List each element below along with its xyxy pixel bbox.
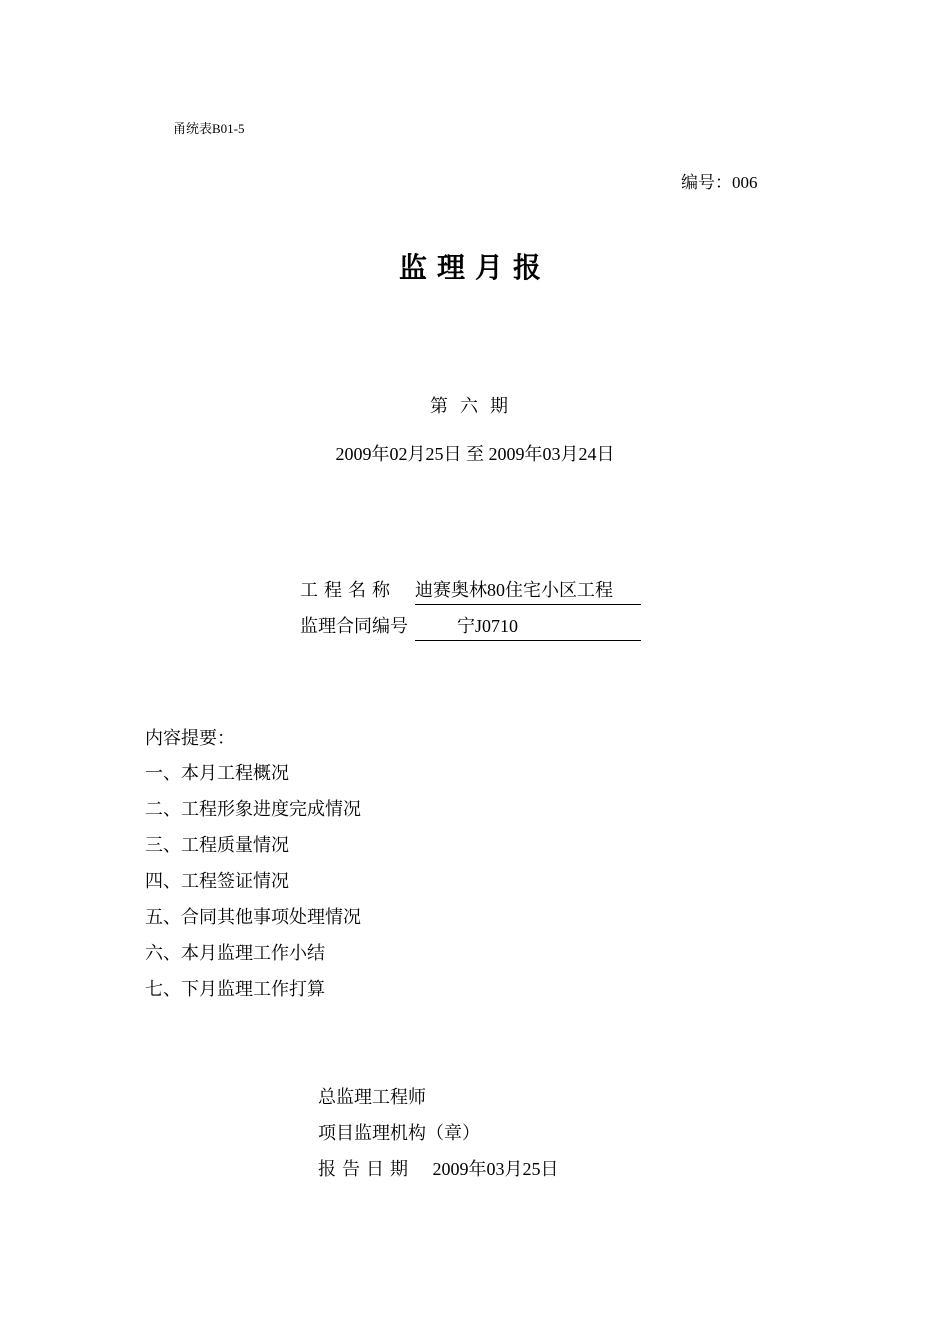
summary-item: 四、工程签证情况 <box>145 871 289 891</box>
contract-number-text: 宁J0710 <box>457 616 519 636</box>
project-name-label: 工程名称 <box>300 580 396 600</box>
report-date-row <box>318 1156 559 1192</box>
contract-number-value <box>415 612 641 641</box>
contract-number-row <box>300 612 519 638</box>
summary-item: 六、本月监理工作小结 <box>145 943 325 963</box>
report-period: 2009年02月25日 至 2009年03月24日 <box>335 444 615 464</box>
summary-item: 二、工程形象进度完成情况 <box>145 799 361 819</box>
organization-seal-label: 项目监理机构（章） <box>318 1123 480 1143</box>
summary-heading: 内容提要： <box>145 728 235 748</box>
report-date-value: 2009年03月25日 <box>432 1159 559 1179</box>
project-name-row <box>300 576 613 602</box>
form-code: 甬统表B01-5 <box>173 121 245 136</box>
summary-section <box>145 724 361 1012</box>
contract-number-label: 监理合同编号 <box>300 616 408 636</box>
summary-item: 三、工程质量情况 <box>145 835 289 855</box>
chief-engineer-label: 总监理工程师 <box>318 1087 426 1107</box>
report-date-label: 报告日期 <box>318 1159 414 1179</box>
issue-number: 第六期 <box>430 396 520 416</box>
signoff-block <box>318 1084 559 1192</box>
project-name-value <box>415 576 641 605</box>
summary-item: 一、本月工程概况 <box>145 763 289 783</box>
summary-item: 七、下月监理工作打算 <box>145 979 325 999</box>
report-title: 监理月报 <box>398 251 551 284</box>
summary-item: 五、合同其他事项处理情况 <box>145 907 361 927</box>
project-name-text: 迪赛奥林80住宅小区工程 <box>415 580 613 600</box>
document-number: 编号：006 <box>681 173 758 192</box>
